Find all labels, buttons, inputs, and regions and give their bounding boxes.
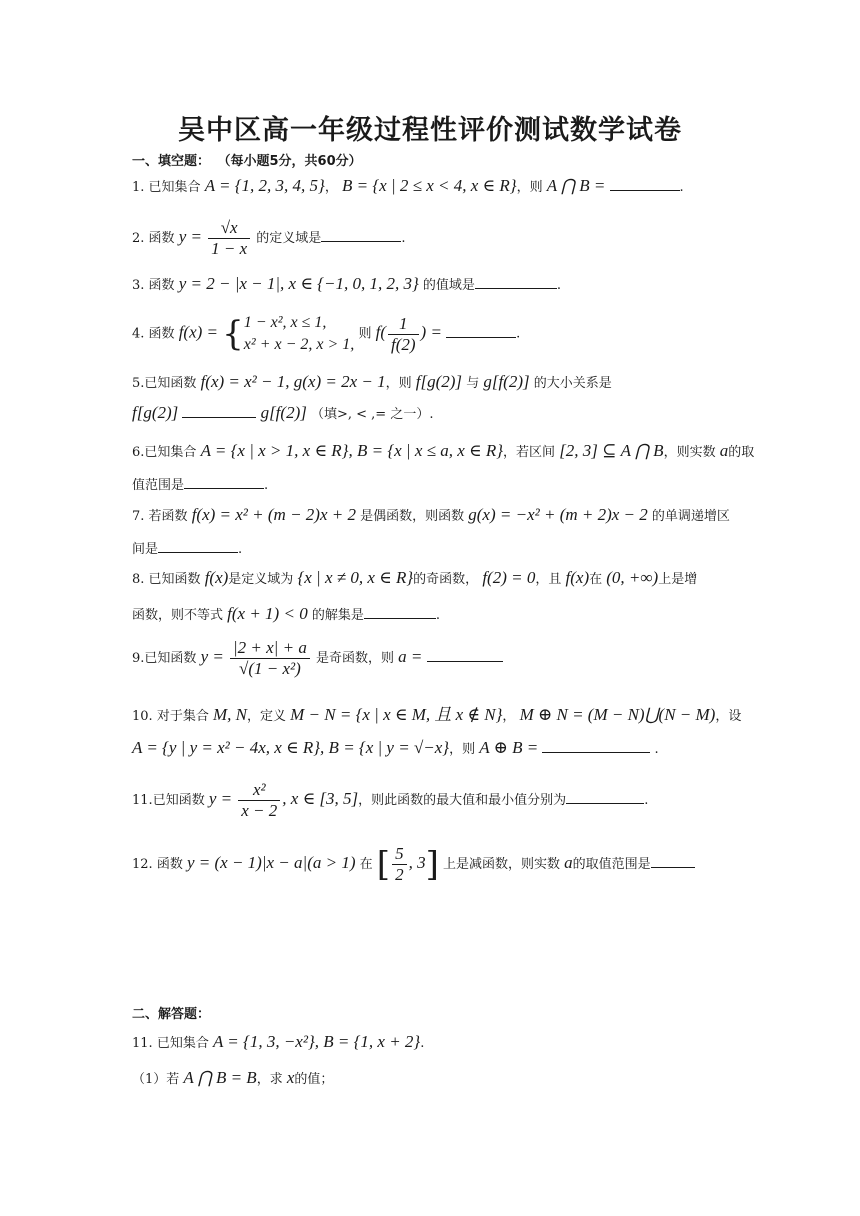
question-text: 的解集是 — [311, 608, 364, 623]
problem-11-part-1 — [132, 1068, 333, 1088]
answer-blank[interactable] — [427, 649, 503, 662]
math-expression: y = (x − 1)|x − a|(a > 1) — [186, 853, 356, 872]
question-text: 函数 — [148, 326, 175, 342]
answer-blank[interactable] — [182, 405, 256, 418]
question-text: 的奇函数， — [413, 572, 479, 587]
math-expression: f(x) — [204, 568, 229, 587]
question-text: 已知函数 — [144, 376, 197, 391]
math-expression: , x ∈ [3, 5] — [282, 789, 359, 808]
question-number: 1. — [132, 180, 145, 195]
punct: ， — [502, 709, 516, 724]
fraction-numerator: √x — [208, 218, 250, 239]
question-text: 的定义域是 — [256, 231, 322, 246]
punct: . — [420, 1036, 425, 1051]
bracket-close-glyph: ] — [425, 844, 439, 885]
fraction-denominator: 1 − x — [211, 239, 248, 258]
math-expression: g[f(2)] — [483, 372, 530, 391]
math-variable: a — [564, 853, 573, 872]
punct: . — [238, 542, 243, 557]
question-8-line-2 — [132, 604, 440, 624]
question-6 — [132, 441, 754, 461]
question-text: 若函数 — [148, 509, 188, 524]
question-text: 的值域是 — [422, 278, 475, 293]
math-expression: f(x) — [565, 568, 590, 587]
question-text: 已知集合 — [144, 445, 197, 460]
math-expression: A ⋂ B = B — [183, 1068, 257, 1087]
math-expression: f(x + 1) < 0 — [227, 604, 308, 623]
math-fraction — [230, 638, 310, 679]
punct: . — [556, 278, 562, 293]
math-expression: f( — [375, 322, 386, 342]
answer-blank[interactable] — [364, 606, 436, 619]
math-expression: {x | x ≠ 0, x ∈ R} — [297, 568, 414, 587]
exam-title: 吴中区高一年级过程性评价测试数学试卷 — [178, 115, 682, 146]
question-text: 则 — [358, 326, 372, 342]
question-8 — [132, 568, 697, 588]
case-1: 1 − x², x ≤ 1, — [243, 314, 327, 331]
question-number: 11. — [132, 1036, 153, 1051]
math-expression: f(x) = x² − 1, g(x) = 2x − 1 — [200, 372, 386, 391]
math-expression: g[f(2)] — [260, 403, 307, 422]
question-number: 5. — [132, 376, 145, 391]
punct: . — [516, 326, 521, 342]
question-7 — [132, 505, 730, 525]
math-expression: A = {y | y = x² − 4x, x ∈ R}, B = {x | y = √−x} — [132, 738, 450, 757]
math-expression: f(2) = 0 — [482, 568, 536, 587]
math-expression: M, N — [212, 705, 247, 724]
punct: . — [654, 742, 659, 757]
section-label: 一、填空题： — [132, 154, 211, 169]
math-expression: , 3 — [408, 853, 426, 872]
question-text: 在 — [359, 857, 373, 872]
math-expression: [2, 3] ⊆ A ⋂ B — [559, 441, 664, 460]
math-variable: a — [719, 441, 729, 460]
answer-blank[interactable] — [651, 855, 695, 868]
question-text: 的值； — [294, 1072, 334, 1087]
answer-blank[interactable] — [610, 178, 680, 191]
question-text: ，则 — [385, 376, 412, 391]
question-text: 的取 — [728, 445, 755, 460]
question-11 — [132, 780, 648, 821]
math-expression: A ⋂ B = — [546, 176, 606, 195]
question-10 — [132, 700, 741, 725]
question-text: 已知函数 — [144, 651, 197, 666]
punct: ， — [324, 180, 338, 195]
math-expression: a = — [398, 647, 423, 666]
question-number: 11. — [132, 793, 153, 808]
question-text: 已知函数 — [152, 793, 205, 808]
punct: . — [401, 231, 406, 246]
math-expression: y = — [200, 647, 224, 666]
question-2 — [132, 218, 405, 259]
math-expression: f(x) = x² + (m − 2)x + 2 — [191, 505, 356, 524]
question-text: ，求 — [256, 1072, 283, 1087]
question-text: 函数，则不等式 — [132, 608, 224, 623]
question-1 — [132, 176, 684, 196]
brace-glyph: { — [222, 314, 244, 354]
question-text: ，则此函数的最大值和最小值分别为 — [358, 793, 567, 808]
math-fraction — [388, 314, 419, 355]
question-text: 已知集合 — [156, 1036, 209, 1051]
question-text: 函数 — [156, 857, 183, 872]
question-text: 函数 — [148, 278, 175, 293]
math-variable: x — [286, 1068, 295, 1087]
punct: . — [679, 180, 684, 195]
question-text: 上是增 — [658, 572, 698, 587]
question-text: 是奇函数，则 — [315, 651, 394, 666]
question-text: 值范围是 — [132, 478, 185, 493]
bracket-open-glyph: [ — [376, 844, 391, 885]
case-2: x² + x − 2, x > 1, — [243, 336, 355, 353]
question-9 — [132, 638, 503, 679]
question-text: ，定义 — [246, 709, 286, 724]
punct: . — [429, 407, 434, 422]
question-text: 上是减函数，则实数 — [442, 857, 560, 872]
piecewise-cases — [244, 312, 355, 356]
question-text: 在 — [589, 572, 603, 587]
math-set-a: A = {1, 2, 3, 4, 5} — [204, 176, 325, 195]
math-fraction — [392, 844, 407, 885]
math-expression: ) = — [420, 322, 442, 342]
question-text: 与 — [466, 376, 480, 391]
answer-blank[interactable] — [184, 476, 264, 489]
math-expression: y = — [178, 227, 202, 246]
punct: . — [435, 608, 440, 623]
question-5-line-2 — [132, 403, 433, 423]
question-text: 函数 — [148, 231, 175, 246]
section-solve-heading — [132, 1003, 210, 1022]
math-expression: M ⊕ N = (M − N)⋃(N − M) — [519, 705, 716, 724]
answer-blank[interactable] — [321, 229, 401, 242]
math-fraction — [208, 218, 250, 259]
fraction-numerator: |2 + x| + a — [230, 638, 310, 659]
fraction-denominator: √(1 − x²) — [239, 659, 301, 678]
question-7-line-2 — [132, 538, 242, 557]
answer-blank[interactable] — [446, 325, 516, 338]
question-number: 7. — [132, 509, 145, 524]
question-3 — [132, 274, 561, 294]
fraction-denominator: f(2) — [390, 334, 416, 354]
math-expression: M − N = {x | x ∈ M, 且 x ∉ N} — [290, 705, 503, 724]
math-fraction — [238, 780, 280, 821]
question-text: 已知函数 — [148, 572, 201, 587]
math-expression: A = {1, 3, −x²}, B = {1, x + 2} — [212, 1032, 421, 1051]
answer-blank[interactable] — [566, 791, 644, 804]
fraction-numerator: 1 — [388, 314, 419, 335]
question-text: ，设 — [715, 709, 742, 724]
question-number: 9. — [132, 651, 145, 666]
question-10-line-2 — [132, 738, 659, 758]
math-expression: (0, +∞) — [606, 568, 659, 587]
question-text: 的大小关系是 — [533, 376, 612, 391]
question-number: 4. — [132, 326, 145, 342]
question-12 — [132, 844, 695, 885]
fraction-numerator: x² — [238, 780, 280, 801]
math-expression: A ⊕ B = — [479, 738, 539, 757]
question-text: （1）若 — [132, 1072, 180, 1087]
math-set-b: B = {x | 2 ≤ x < 4, x ∈ R} — [342, 176, 517, 195]
question-6-line-2 — [132, 474, 268, 493]
section-note: （每小题5分，共60分） — [224, 154, 362, 169]
fraction-denominator: 2 — [395, 865, 404, 884]
math-expression: A = {x | x > 1, x ∈ R}, B = {x | x ≤ a, x ∈ R} — [200, 441, 504, 460]
question-number: 2. — [132, 231, 145, 246]
problem-11 — [132, 1032, 424, 1052]
question-number: 12. — [132, 857, 153, 872]
question-text: 是定义域为 — [228, 572, 294, 587]
punct: . — [644, 793, 649, 808]
section-fill-in-heading — [132, 150, 362, 169]
math-expression: y = 2 − |x − 1|, x ∈ {−1, 0, 1, 2, 3} — [178, 274, 419, 293]
math-expression: f[g(2)] — [415, 372, 463, 391]
math-expression: y = — [208, 789, 233, 808]
answer-blank[interactable] — [158, 540, 238, 553]
fraction-numerator: 5 — [392, 844, 407, 865]
question-text: ，则 — [516, 180, 543, 195]
question-text: 已知集合 — [148, 180, 201, 195]
question-text: 是偶函数，则函数 — [360, 509, 465, 524]
question-text: ，且 — [535, 572, 562, 587]
question-number: 10. — [132, 709, 153, 724]
punct: . — [264, 478, 269, 493]
question-text: 对于集合 — [156, 709, 209, 724]
question-number: 8. — [132, 572, 145, 587]
question-hint: （填>, < ,= 之一） — [310, 407, 430, 422]
question-text: 的取值范围是 — [572, 857, 651, 872]
section-label: 二、解答题： — [132, 1007, 211, 1022]
fraction-denominator: x − 2 — [241, 801, 278, 820]
question-number: 6. — [132, 445, 145, 460]
question-4 — [132, 312, 520, 356]
question-text: ，则 — [449, 742, 476, 757]
question-5 — [132, 372, 612, 392]
answer-blank[interactable] — [542, 740, 650, 753]
question-number: 3. — [132, 278, 145, 293]
math-expression: f[g(2)] — [132, 403, 179, 422]
math-expression: g(x) = −x² + (m + 2)x − 2 — [468, 505, 648, 524]
answer-blank[interactable] — [475, 276, 557, 289]
question-text: 间是 — [132, 542, 159, 557]
math-expression: f(x) = — [178, 322, 219, 342]
question-text: ，若区间 — [503, 445, 556, 460]
question-text: ，则实数 — [663, 445, 716, 460]
question-text: 的单调递增区 — [651, 509, 730, 524]
